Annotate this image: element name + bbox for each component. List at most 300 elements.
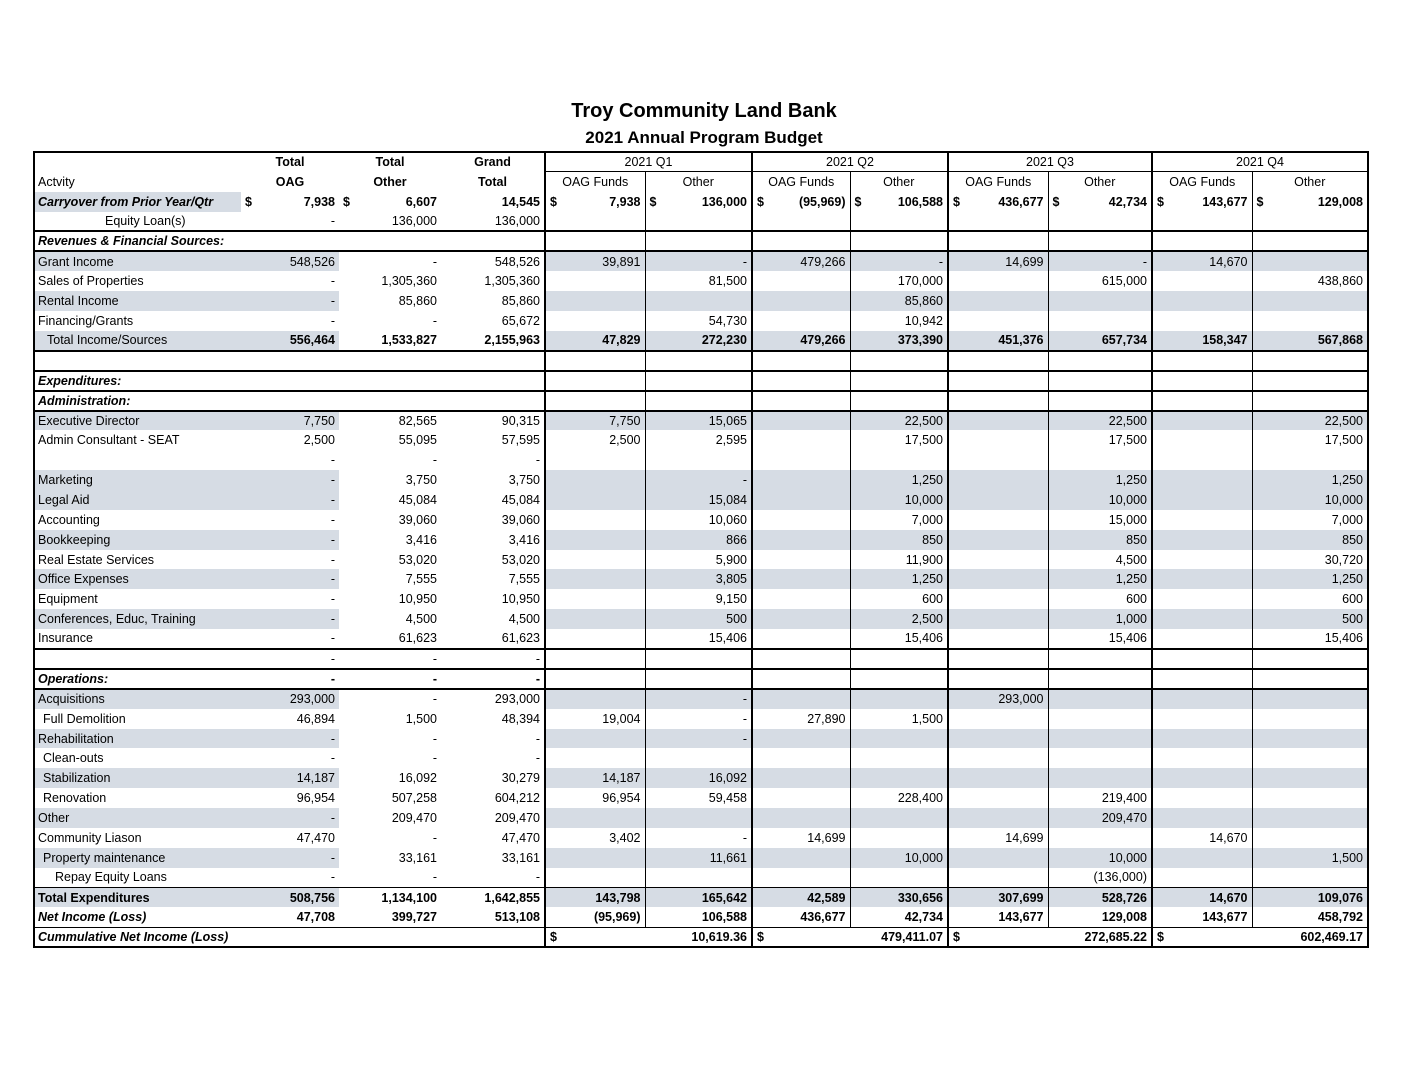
cell-value [241, 192, 339, 212]
quarter-header: 2021 Q3 [948, 152, 1152, 172]
cell-value: 15,065 [645, 411, 752, 431]
cell-value [948, 669, 1048, 689]
cell-value [545, 649, 645, 669]
cell-value [752, 848, 850, 868]
cumulative-value [752, 927, 948, 947]
cell-value: 7,750 [545, 411, 645, 431]
cell-value [545, 629, 645, 649]
cell-value [1152, 411, 1252, 431]
cell-value: 2,500 [850, 609, 948, 629]
currency-sign: $ [1157, 929, 1164, 944]
row-label: Executive Director [34, 411, 241, 431]
cell-value: - [339, 669, 441, 689]
cell-value [545, 510, 645, 530]
cell-value: 14,187 [545, 768, 645, 788]
currency-sign: $ [953, 194, 960, 209]
cell-value: - [535, 751, 540, 766]
cell-value: 143,798 [545, 888, 645, 908]
cell-value [850, 729, 948, 749]
cell-value [752, 569, 850, 589]
table-row [34, 649, 1368, 669]
row-label: Sales of Properties [38, 274, 144, 289]
row-label: Grant Income [34, 251, 241, 271]
cell-value: 1,533,827 [381, 333, 437, 348]
cell-value [850, 391, 948, 411]
cell-value: - [330, 870, 335, 885]
cell-value [1152, 291, 1252, 311]
cell-value [645, 748, 752, 768]
cell-value [441, 351, 545, 371]
cell-value [645, 669, 752, 689]
cell-value: 3,402 [545, 828, 645, 848]
row-label: Revenues & Financial Sources: [34, 231, 241, 251]
row-label: Cummulative Net Income (Loss) [34, 927, 545, 947]
cell-value [752, 510, 850, 530]
report-title: Troy Community Land Bank [571, 100, 837, 122]
cell-value [850, 649, 948, 669]
cell-value: 22,500 [850, 411, 948, 431]
cell-value [948, 470, 1048, 490]
cell-value [1152, 689, 1252, 709]
cell-value [1048, 748, 1152, 768]
cell-value: 513,108 [494, 910, 540, 925]
cell-value [1152, 589, 1252, 609]
cell-value: - [330, 552, 335, 567]
cell-value: 17,500 [1048, 430, 1152, 450]
cell-value [241, 371, 339, 391]
cell-value: 47,829 [545, 331, 645, 351]
cell-value: 2,500 [545, 430, 645, 450]
row-label: Property maintenance [34, 848, 241, 868]
cell-value: 307,699 [948, 888, 1048, 908]
cell-value: 1,250 [850, 470, 948, 490]
quarter-header: 2021 Q2 [752, 152, 948, 172]
cell-value: - [339, 251, 441, 271]
cell-value: 600 [1252, 589, 1368, 609]
cell-value [752, 868, 850, 888]
cell-value: 3,750 [405, 473, 437, 488]
cell-value: 10,000 [1252, 490, 1368, 510]
table-row [34, 550, 1368, 570]
row-label [34, 351, 241, 371]
cell-value [545, 868, 645, 888]
table-row [34, 589, 1368, 609]
cell-value [1048, 391, 1152, 411]
cell-value: 1,134,100 [339, 888, 441, 908]
cell-value: 19,004 [545, 709, 645, 729]
cell-value [752, 530, 850, 550]
cell-value: 33,161 [501, 850, 540, 865]
cell-value [1152, 729, 1252, 749]
cell-value [1152, 510, 1252, 530]
table-row [34, 828, 1368, 848]
cell-value [1152, 788, 1252, 808]
cell-value: 65,672 [501, 313, 540, 328]
cell-value [1252, 709, 1368, 729]
cell-value [645, 868, 752, 888]
cell-value: 293,000 [241, 689, 339, 709]
cell-value: - [645, 251, 752, 271]
row-label: Expenditures: [34, 371, 241, 391]
cell-value [645, 212, 752, 232]
table-row [34, 490, 1368, 510]
cell-value [1152, 848, 1252, 868]
cell-value: 1,250 [850, 569, 948, 589]
cell-value: 3,416 [405, 532, 437, 547]
cell-value [948, 311, 1048, 331]
cell-value [948, 808, 1048, 828]
cell-value: 219,400 [1048, 788, 1152, 808]
cell-value: 158,347 [1152, 331, 1252, 351]
cell-value [1048, 768, 1152, 788]
cell-value [339, 391, 441, 411]
cell-value: - [330, 214, 335, 228]
cell-value: 850 [850, 530, 948, 550]
cell-value [545, 689, 645, 709]
cell-value [645, 371, 752, 391]
cell-value [850, 768, 948, 788]
row-label: Acquisitions [34, 689, 241, 709]
table-row [34, 768, 1368, 788]
cell-value [1048, 351, 1152, 371]
cell-value [850, 450, 948, 470]
cell-value: - [330, 453, 335, 468]
quarter-header: 2021 Q4 [1152, 152, 1368, 172]
cell-value: 272,230 [645, 331, 752, 351]
cell-value: 7,000 [1252, 510, 1368, 530]
cell-value: - [330, 592, 335, 607]
cell-value [850, 828, 948, 848]
cell-value: 16,092 [645, 768, 752, 788]
cell-value [545, 371, 645, 391]
cell-value: - [645, 729, 752, 749]
cell-value: 657,734 [1048, 331, 1152, 351]
cell-value: 14,699 [752, 828, 850, 848]
cell-value [645, 192, 752, 212]
row-label: Insurance [38, 631, 93, 646]
cell-value [1152, 430, 1252, 450]
cell-value: 4,500 [1048, 550, 1152, 570]
cell-value [948, 629, 1048, 649]
cell-value: 15,406 [1252, 629, 1368, 649]
cell-value: 209,470 [391, 810, 437, 825]
cell-value [545, 609, 645, 629]
table-row [34, 868, 1368, 888]
currency-sign: $ [343, 194, 350, 209]
cell-value: 61,623 [398, 631, 437, 646]
cell-value [545, 808, 645, 828]
cell-value [1252, 808, 1368, 828]
cell-value: 600 [850, 589, 948, 609]
cell-value: 96,954 [296, 791, 335, 806]
table-row [34, 729, 1368, 749]
cell-value: - [241, 848, 339, 868]
cell-value: 479,266 [752, 331, 850, 351]
cell-value: 14,699 [948, 828, 1048, 848]
cell-value: 1,642,855 [441, 888, 545, 908]
cell-value: 33,161 [398, 850, 437, 865]
table-row [34, 391, 1368, 411]
currency-sign: $ [854, 194, 862, 209]
row-label: Clean-outs [43, 751, 104, 766]
cell-value [545, 550, 645, 570]
row-label: Total Income/Sources [34, 331, 241, 351]
cell-value [441, 231, 545, 251]
cell-value [752, 192, 850, 212]
table-row [34, 669, 1368, 689]
cell-value [241, 391, 339, 411]
cell-value [1252, 868, 1368, 888]
cell-value: 47,470 [296, 830, 335, 845]
cell-value [948, 212, 1048, 232]
table-row [34, 848, 1368, 868]
cell-value: - [432, 830, 437, 845]
cell-value: 14,670 [1152, 251, 1252, 271]
header-cell: Total [478, 174, 507, 189]
cell-value [1152, 868, 1252, 888]
cell-value [948, 231, 1048, 251]
cell-value [948, 291, 1048, 311]
table-row [34, 311, 1368, 331]
cell-value: 53,020 [501, 552, 540, 567]
cell-value [1152, 231, 1252, 251]
cell-value: - [432, 313, 437, 328]
cell-value [1048, 649, 1152, 669]
cell-value [850, 212, 948, 232]
cell-value: 556,464 [241, 331, 339, 351]
cell-value: 96,954 [545, 788, 645, 808]
cell-value [1152, 450, 1252, 470]
cell-value [1252, 291, 1368, 311]
cell-value [545, 569, 645, 589]
cell-value: 45,084 [501, 492, 540, 507]
cell-value [339, 192, 441, 212]
cumulative-amount: 479,411.07 [881, 929, 943, 944]
cell-value [850, 231, 948, 251]
cell-value [850, 808, 948, 828]
table-row [34, 271, 1368, 291]
cell-value [645, 231, 752, 251]
cell-value [1152, 391, 1252, 411]
cell-value [752, 629, 850, 649]
cell-value-text: 7,938 [609, 194, 641, 209]
cell-value [948, 351, 1048, 371]
cell-value: - [441, 669, 545, 689]
cell-value [752, 271, 850, 291]
cell-value: 500 [1252, 609, 1368, 629]
cell-value: 15,406 [850, 629, 948, 649]
table-row [34, 470, 1368, 490]
cell-value [1152, 470, 1252, 490]
table-row [34, 788, 1368, 808]
table-row [34, 510, 1368, 530]
row-label: Rental Income [34, 291, 241, 311]
cell-value: 22,500 [1048, 411, 1152, 431]
table-row [34, 569, 1368, 589]
cell-value: 16,092 [398, 771, 437, 786]
cell-value: - [330, 751, 335, 766]
table-row [34, 709, 1368, 729]
cell-value: 7,555 [405, 572, 437, 587]
cell-value [1252, 788, 1368, 808]
currency-sign: $ [1157, 194, 1164, 209]
cell-value: 54,730 [645, 311, 752, 331]
cumulative-amount: 602,469.17 [1300, 929, 1363, 944]
header-cell: Other [850, 172, 948, 192]
cell-value [1252, 748, 1368, 768]
cell-value: 46,894 [296, 711, 335, 726]
cell-value [545, 748, 645, 768]
cell-value: - [645, 689, 752, 709]
cell-value [1252, 231, 1368, 251]
cell-value: - [339, 649, 441, 669]
cell-value: 15,406 [1048, 629, 1152, 649]
cell-value [545, 311, 645, 331]
cell-value [850, 689, 948, 709]
cell-value [1048, 709, 1152, 729]
cell-value [752, 231, 850, 251]
row-label [34, 649, 241, 669]
cell-value [545, 351, 645, 371]
cell-value: 85,860 [398, 294, 437, 309]
cell-value: 548,526 [241, 251, 339, 271]
row-label: Carryover from Prior Year/Qtr [34, 192, 241, 212]
cell-value [948, 569, 1048, 589]
cell-value [752, 550, 850, 570]
cell-value: - [432, 870, 437, 885]
budget-table [33, 151, 1369, 948]
cell-value: 5,900 [645, 550, 752, 570]
cell-value [752, 609, 850, 629]
table-row [34, 888, 1368, 908]
table-row [34, 689, 1368, 709]
table-row [34, 291, 1368, 311]
header-cell: OAG [275, 174, 305, 189]
currency-sign: $ [649, 194, 657, 209]
header-cell: Grand [474, 155, 511, 170]
cell-value [752, 470, 850, 490]
cell-value: 170,000 [850, 271, 948, 291]
cell-value: 866 [645, 530, 752, 550]
cell-value: 17,500 [850, 430, 948, 450]
cell-value: 1,305,360 [381, 274, 437, 289]
cell-value: - [535, 731, 540, 746]
table-row [34, 212, 1368, 232]
cell-value: 47,470 [501, 830, 540, 845]
cell-value [948, 788, 1048, 808]
currency-sign: $ [1052, 194, 1060, 209]
cell-value [752, 311, 850, 331]
cell-value [1252, 729, 1368, 749]
currency-sign: $ [550, 929, 557, 944]
cell-value [1152, 530, 1252, 550]
cell-value: 15,084 [645, 490, 752, 510]
cell-value [752, 669, 850, 689]
cell-value [241, 351, 339, 371]
cell-value [1048, 212, 1152, 232]
cell-value [948, 510, 1048, 530]
header-row-top [34, 152, 1368, 172]
cell-value [752, 291, 850, 311]
row-label: Repay Equity Loans [55, 870, 167, 885]
cell-value [948, 450, 1048, 470]
cell-value: 399,727 [391, 910, 437, 925]
cell-value [948, 530, 1048, 550]
cell-value: 10,000 [850, 490, 948, 510]
cell-value [1252, 649, 1368, 669]
cell-value: 10,950 [398, 592, 437, 607]
cell-value [545, 192, 645, 212]
row-label: Equity Loan(s) [105, 214, 186, 228]
cell-value: - [645, 470, 752, 490]
cell-value: 850 [1252, 530, 1368, 550]
header-cell: Total [275, 155, 305, 170]
cell-value: 436,677 [752, 907, 850, 927]
cell-value: - [1048, 251, 1152, 271]
cell-value: 3,750 [508, 473, 540, 488]
cell-value [645, 391, 752, 411]
cell-value [545, 589, 645, 609]
cell-value [948, 550, 1048, 570]
cell-value [1152, 351, 1252, 371]
row-label: Financing/Grants [38, 313, 134, 328]
cumulative-value [1152, 927, 1368, 947]
cell-value: 7,750 [241, 411, 339, 431]
cell-value [752, 371, 850, 391]
cell-value: 373,390 [850, 331, 948, 351]
cell-value-text: 6,607 [405, 194, 437, 209]
cell-value: 143,677 [1152, 907, 1252, 927]
row-label: Community Liason [38, 830, 142, 845]
cell-value [1048, 371, 1152, 391]
cell-value [1252, 828, 1368, 848]
cell-value: 53,020 [398, 552, 437, 567]
cell-value [752, 430, 850, 450]
cell-value: 10,000 [850, 848, 948, 868]
cell-value: - [241, 808, 339, 828]
cell-value: 85,860 [850, 291, 948, 311]
cell-value [850, 669, 948, 689]
cell-value [752, 768, 850, 788]
cell-value [1252, 251, 1368, 271]
cell-value [1048, 231, 1152, 251]
cell-value: 1,250 [1252, 569, 1368, 589]
cell-value [752, 808, 850, 828]
currency-sign: $ [550, 194, 557, 209]
cell-value: (95,969) [545, 907, 645, 927]
cell-value: 508,756 [241, 888, 339, 908]
cumulative-value [545, 927, 752, 947]
cell-value [545, 212, 645, 232]
cell-value [850, 371, 948, 391]
cumulative-amount: 10,619.36 [691, 929, 747, 944]
table-row [34, 251, 1368, 271]
cell-value [948, 609, 1048, 629]
cell-value-text: 42,734 [1108, 194, 1147, 209]
cell-value [948, 391, 1048, 411]
cell-value [752, 748, 850, 768]
cell-value: 48,394 [501, 711, 540, 726]
header-cell: Other [645, 172, 752, 192]
cell-value: 2,595 [645, 430, 752, 450]
cell-value: 1,500 [405, 711, 437, 726]
cell-value [752, 450, 850, 470]
row-label: Other [34, 808, 241, 828]
cell-value [752, 589, 850, 609]
cell-value: 2,155,963 [484, 333, 540, 348]
cell-value [948, 430, 1048, 450]
cell-value: 14,545 [501, 194, 540, 209]
